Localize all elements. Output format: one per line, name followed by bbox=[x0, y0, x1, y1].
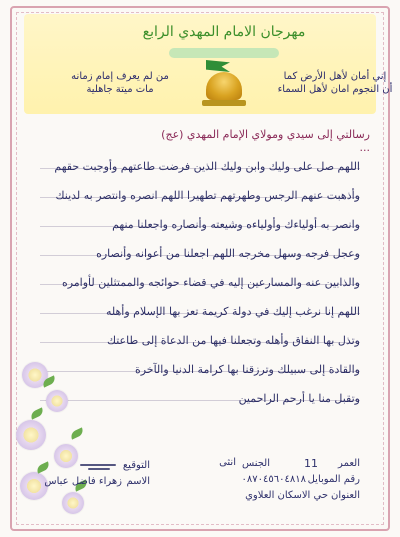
hadith-right-line-1: إني أمان لأهل الأرض كما bbox=[283, 71, 387, 82]
flower-icon bbox=[46, 390, 68, 412]
phone-value: ٠٨٧٠٤٥٦٠٤٨١٨ bbox=[241, 474, 306, 485]
letter-line: والقادة إلى سبيلك وترزقنا بها كرامة الدنيا والآخرة bbox=[134, 363, 360, 376]
signature-mark bbox=[88, 468, 110, 470]
header-title: مهرجان الامام المهدي الرابع bbox=[142, 24, 306, 40]
letter-line: اللهم إنا نرغب إليك في دولة كريمة تعز بها الإسلام وأهله bbox=[105, 305, 360, 318]
letter-line: اللهم صل على وليك وابن وليك الذين فرضت طاعتهم وأوجبت حقهم bbox=[54, 160, 360, 173]
gender-label: الجنس bbox=[241, 458, 270, 469]
age-value: 11 bbox=[304, 457, 318, 470]
hadith-left-line-1: من لم يعرف إمام زمانه bbox=[71, 71, 169, 82]
letter-line: وأذهبت عنهم الرجس وطهرتهم تطهيرا اللهم انصره وانتصر به لدينك bbox=[55, 189, 360, 202]
hadith-right-line-2: أن النجوم امان لأهل السماء bbox=[277, 84, 393, 95]
name-value: زهراء فاضل عباس bbox=[44, 476, 122, 487]
greeting-line: رسالتي إلى سيدي ومولاي الإمام المهدي (عج) ... bbox=[161, 128, 370, 154]
address-value: حي الاسكان العلاوي bbox=[245, 490, 328, 501]
golden-dome-icon bbox=[206, 72, 242, 100]
shrine-base bbox=[202, 100, 246, 106]
leaf-icon bbox=[29, 407, 45, 419]
age-label: العمر bbox=[338, 458, 360, 469]
hadith-left-line-2: مات ميتة جاهلية bbox=[86, 84, 154, 95]
gender-value: انثى bbox=[219, 457, 236, 468]
name-label: الاسم bbox=[126, 476, 150, 487]
letter-line: وتذل بها النفاق وأهله وتجعلنا فيها من الدعاة إلى طاعتك bbox=[106, 334, 360, 347]
address-label: العنوان bbox=[331, 490, 360, 501]
leaf-icon bbox=[69, 427, 85, 439]
letter-line: والذابين عنه والمسارعين إليه في قضاء حوائجه والممتثلين لأوامره bbox=[61, 276, 360, 289]
flower-icon bbox=[16, 420, 46, 450]
letter-header bbox=[24, 14, 393, 114]
letter-footer bbox=[40, 452, 360, 522]
letter-line: وانصر به أولياءك وأولياءه وشيعته وأنصاره واجعلنا منهم bbox=[112, 218, 360, 231]
hadith-left bbox=[60, 70, 180, 96]
signature-mark bbox=[80, 464, 116, 466]
signature-label: التوقيع bbox=[122, 460, 150, 471]
letter-line: وعجل فرجه وسهل مخرجه اللهم اجعلنا من أعوانه وأنصاره bbox=[96, 247, 360, 260]
hadith-right bbox=[270, 70, 400, 96]
letter-line: وتقبل منا يا أرحم الراحمين bbox=[238, 392, 360, 405]
title-ribbon bbox=[169, 48, 279, 58]
phone-label: رقم الموبايل bbox=[307, 474, 360, 485]
